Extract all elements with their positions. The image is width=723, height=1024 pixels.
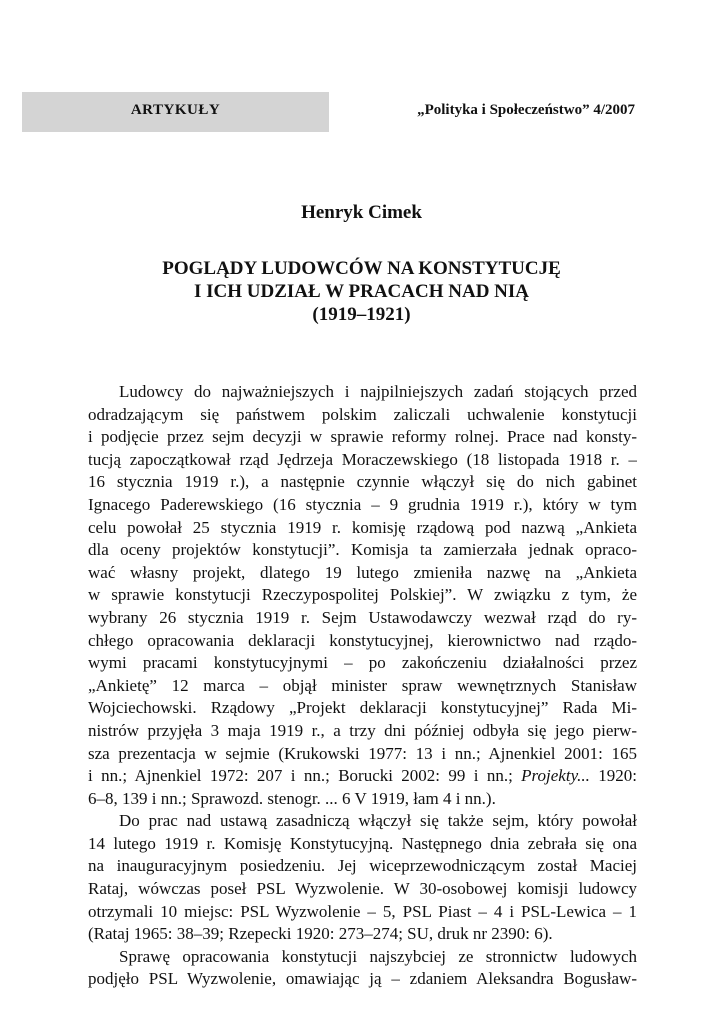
text-line: sza prezentacja w sejmie (Krukowski 1977: 13 i nn.; Ajnenkiel 2001: 165 [88, 743, 637, 763]
author-name: Henryk Cimek [301, 202, 422, 223]
text-line: podjęło PSL Wyzwolenie, omawiając ją – zdaniem Aleksandra Bogusław- [88, 969, 637, 989]
text-line: Rataj, wówczas poseł PSL Wyzwolenie. W 30-osobowej komisji ludowcy [88, 879, 637, 899]
text-line: odradzającym się państwem polskim zaliczali uchwalenie konstytucji [88, 404, 637, 424]
text-line: i nn.; Ajnenkiel 1972: 207 i nn.; Borucki 2002: 99 i nn.; Projekty... 1920: [88, 766, 637, 786]
text-line: 6–8, 139 i nn.; Sprawozd. stenogr. ... 6 V 1919, łam 4 i nn.). [88, 788, 496, 808]
text-line: wybrany 26 stycznia 1919 r. Sejm Ustawodawczy wezwał rząd do ry- [88, 607, 637, 627]
paragraph [88, 946, 637, 991]
text-line: chłego opracowania deklaracji konstytucyjnej, kierownictwo nad rządo- [88, 630, 637, 650]
title-line: POGLĄDY LUDOWCÓW NA KONSTYTUCJĘ [162, 258, 561, 279]
cited-work-title: Projekty... [521, 766, 590, 786]
text-line: na inauguracyjnym posiedzeniu. Jej wiceprzewodniczącym został Maciej [88, 856, 637, 876]
text-line: otrzymali 10 miejsc: PSL Wyzwolenie – 5, PSL Piast – 4 i PSL-Lewica – 1 [88, 901, 637, 921]
text-line: 16 stycznia 1919 r.), a następnie czynnie włączył się do nich gabinet [88, 472, 637, 492]
text-line: w sprawie konstytucji Rzeczypospolitej Polskiej”. W związku z tym, że [88, 585, 637, 605]
text-line: Ludowcy do najważniejszych i najpilniejszych zadań stojących przed [119, 382, 637, 401]
text-line: Ignacego Paderewskiego (16 stycznia – 9 grudnia 1919 r.), który w tym [88, 494, 637, 514]
text-line: wać własny projekt, dlatego 19 lutego zmieniła nazwę na „Ankieta [88, 562, 637, 582]
section-label: ARTYKUŁY [130, 102, 221, 118]
article-title [0, 257, 723, 326]
text-line: dla oceny projektów konstytucji”. Komisja ta zamierzała jednak opraco- [88, 540, 637, 560]
text-line: wymi pracami konstytucyjnymi – po zakończeniu działalności przez [88, 653, 637, 673]
text-line: Wojciechowski. Rządowy „Projekt deklaracji konstytucyjnej” Rada Mi- [88, 698, 637, 718]
journal-issue: „Polityka i Społeczeństwo” 4/2007 [417, 102, 635, 118]
text-line: „Ankietę” 12 marca – objął minister spraw wewnętrznych Stanisław [88, 675, 637, 695]
title-line: (1919–1921) [312, 304, 411, 325]
paragraph [88, 810, 637, 946]
article-body [88, 381, 637, 991]
text-line: celu powołał 25 stycznia 1919 r. komisję rządową pod nazwą „Ankieta [88, 517, 637, 537]
title-line: I ICH UDZIAŁ W PRACACH NAD NIĄ [194, 281, 529, 302]
text-line: 14 lutego 1919 r. Komisję Konstytucyjną. Następnego dnia zebrała się ona [88, 833, 637, 853]
text-line: Sprawę opracowania konstytucji najszybciej ze stronnictw ludowych [119, 946, 637, 966]
text-line: tucją zapoczątkował rząd Jędrzeja Moraczewskiego (18 listopada 1918 r. – [88, 449, 637, 469]
text-line: (Rataj 1965: 38–39; Rzepecki 1920: 273–274; SU, druk nr 2390: 6). [88, 924, 553, 944]
text-line: Do prac nad ustawą zasadniczą włączył się także sejm, który powołał [119, 811, 637, 831]
text-line: i podjęcie przez sejm decyzji w sprawie reformy rolnej. Prace nad konsty- [88, 427, 637, 447]
paragraph [88, 381, 637, 810]
text-line: nistrów przyjęła 3 maja 1919 r., a trzy dni później odbyła się jego pierw- [88, 720, 637, 740]
